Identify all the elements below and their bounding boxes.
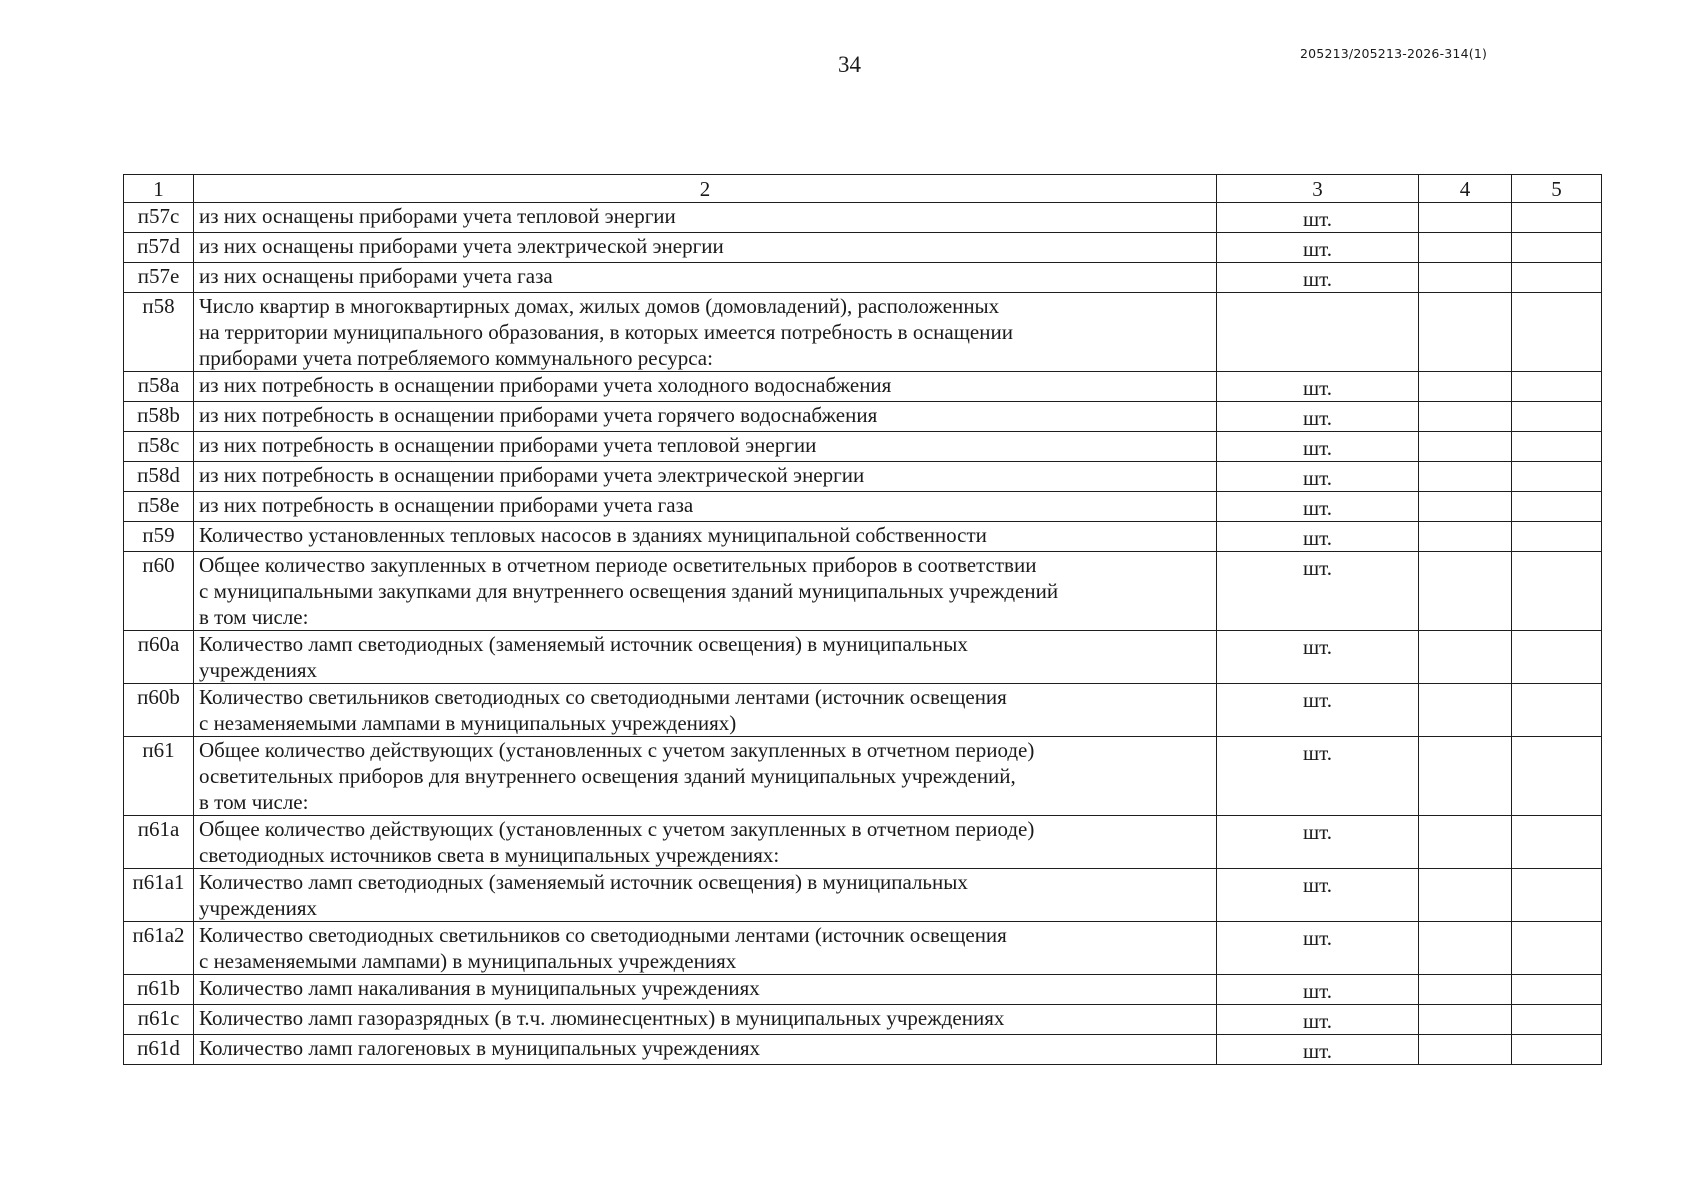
row-unit: шт. (1217, 492, 1419, 522)
row-unit: шт. (1217, 1005, 1419, 1035)
row-description-cell (194, 203, 1217, 233)
row-description-cell (194, 975, 1217, 1005)
row-description-cell (194, 522, 1217, 552)
row-code: п58b (124, 402, 194, 432)
column-header-4: 4 (1419, 175, 1512, 203)
column-number-row (124, 175, 1602, 203)
row-description: Количество светильников светодиодных со светодиодными лентами (источник освещения с незаменяемыми лампами в муниципальных учреждениях) (199, 685, 1007, 735)
row-value-col4 (1419, 203, 1512, 233)
row-code: п58 (124, 293, 194, 372)
row-value-col5 (1512, 816, 1602, 869)
row-value-col4 (1419, 462, 1512, 492)
row-unit (1217, 293, 1419, 372)
row-description: Число квартир в многоквартирных домах, жилых домов (домовладений), расположенных на территории муниципального образования, в которых имеется потребность в оснащении приборами учета потребляемого коммунального ресурса: (199, 294, 1013, 370)
row-value-col5 (1512, 432, 1602, 462)
row-value-col4 (1419, 737, 1512, 816)
row-unit: шт. (1217, 402, 1419, 432)
row-value-col4 (1419, 631, 1512, 684)
row-code: п60b (124, 684, 194, 737)
row-description-cell (194, 233, 1217, 263)
row-description-cell (194, 631, 1217, 684)
row-code: п58е (124, 492, 194, 522)
row-code: п58d (124, 462, 194, 492)
row-description: Общее количество закупленных в отчетном периоде осветительных приборов в соответствии с муниципальными закупками для внутреннего освещения зданий муниципальных учреждений в том числе: (199, 553, 1059, 629)
row-code: п59 (124, 522, 194, 552)
table-body (124, 203, 1602, 1065)
row-description: из них потребность в оснащении приборами учета газа (199, 493, 694, 517)
table-row (124, 869, 1602, 922)
row-value-col4 (1419, 233, 1512, 263)
row-description: Общее количество действующих (установленных с учетом закупленных в отчетном периоде) осветительных приборов для внутреннего освещения зданий муниципальных учреждений, в том числе: (199, 738, 1035, 814)
row-unit: шт. (1217, 552, 1419, 631)
row-code: п61а2 (124, 922, 194, 975)
row-value-col5 (1512, 492, 1602, 522)
row-unit: шт. (1217, 203, 1419, 233)
row-value-col5 (1512, 1035, 1602, 1065)
row-value-col5 (1512, 1005, 1602, 1035)
table-row (124, 1005, 1602, 1035)
row-value-col4 (1419, 293, 1512, 372)
table-row (124, 975, 1602, 1005)
table-row (124, 233, 1602, 263)
row-description: из них потребность в оснащении приборами учета электрической энергии (199, 463, 865, 487)
row-value-col4 (1419, 263, 1512, 293)
row-description: Количество ламп светодиодных (заменяемый источник освещения) в муниципальных учреждениях (199, 870, 968, 920)
row-unit: шт. (1217, 1035, 1419, 1065)
row-value-col5 (1512, 975, 1602, 1005)
row-value-col4 (1419, 1035, 1512, 1065)
row-code: п61с (124, 1005, 194, 1035)
row-unit: шт. (1217, 975, 1419, 1005)
row-value-col5 (1512, 233, 1602, 263)
indicators-table (123, 174, 1602, 1065)
row-description-cell (194, 1035, 1217, 1065)
row-value-col5 (1512, 552, 1602, 631)
table-row (124, 522, 1602, 552)
table-row (124, 263, 1602, 293)
row-description-cell (194, 1005, 1217, 1035)
row-value-col4 (1419, 492, 1512, 522)
column-header-1: 1 (124, 175, 194, 203)
row-value-col4 (1419, 922, 1512, 975)
row-unit: шт. (1217, 684, 1419, 737)
column-header-3: 3 (1217, 175, 1419, 203)
row-value-col5 (1512, 263, 1602, 293)
row-description-cell (194, 402, 1217, 432)
row-value-col5 (1512, 522, 1602, 552)
row-unit: шт. (1217, 922, 1419, 975)
row-value-col4 (1419, 975, 1512, 1005)
row-description-cell (194, 684, 1217, 737)
row-code: п57с (124, 203, 194, 233)
row-code: п61а1 (124, 869, 194, 922)
row-unit: шт. (1217, 372, 1419, 402)
row-value-col4 (1419, 432, 1512, 462)
table-row (124, 402, 1602, 432)
row-code: п61d (124, 1035, 194, 1065)
row-value-col5 (1512, 203, 1602, 233)
table-row (124, 816, 1602, 869)
row-value-col5 (1512, 402, 1602, 432)
row-description-cell (194, 263, 1217, 293)
row-unit: шт. (1217, 462, 1419, 492)
row-description-cell (194, 462, 1217, 492)
table-row (124, 922, 1602, 975)
row-description: Количество ламп светодиодных (заменяемый источник освещения) в муниципальных учреждениях (199, 632, 968, 682)
row-value-col4 (1419, 1005, 1512, 1035)
table-row (124, 631, 1602, 684)
row-value-col4 (1419, 402, 1512, 432)
column-header-2: 2 (194, 175, 1217, 203)
row-description-cell (194, 372, 1217, 402)
row-description: Количество светодиодных светильников со светодиодными лентами (источник освещения с незаменяемыми лампами) в муниципальных учреждениях (199, 923, 1007, 973)
row-description: Количество установленных тепловых насосов в зданиях муниципальной собственности (199, 523, 987, 547)
row-value-col4 (1419, 816, 1512, 869)
row-code: п60а (124, 631, 194, 684)
row-description: из них оснащены приборами учета электрической энергии (199, 234, 724, 258)
row-description: из них потребность в оснащении приборами учета тепловой энергии (199, 433, 817, 457)
table-row (124, 293, 1602, 372)
row-unit: шт. (1217, 737, 1419, 816)
row-unit: шт. (1217, 522, 1419, 552)
row-unit: шт. (1217, 631, 1419, 684)
row-code: п61а (124, 816, 194, 869)
row-value-col4 (1419, 869, 1512, 922)
table-row (124, 1035, 1602, 1065)
row-description: Количество ламп галогеновых в муниципальных учреждениях (199, 1036, 761, 1060)
document-code: 205213/205213-2026-314(1) (1300, 46, 1488, 61)
row-description-cell (194, 492, 1217, 522)
table-row (124, 372, 1602, 402)
row-unit: шт. (1217, 816, 1419, 869)
row-value-col5 (1512, 631, 1602, 684)
row-value-col5 (1512, 737, 1602, 816)
row-unit: шт. (1217, 432, 1419, 462)
row-description-cell (194, 432, 1217, 462)
row-code: п58с (124, 432, 194, 462)
row-value-col5 (1512, 922, 1602, 975)
row-description-cell (194, 816, 1217, 869)
table-row (124, 552, 1602, 631)
table-row (124, 684, 1602, 737)
row-description: из них оснащены приборами учета газа (199, 264, 553, 288)
table-row (124, 462, 1602, 492)
row-value-col4 (1419, 372, 1512, 402)
page-number: 34 (838, 52, 861, 77)
row-code: п61b (124, 975, 194, 1005)
row-value-col5 (1512, 372, 1602, 402)
row-description: из них потребность в оснащении приборами учета холодного водоснабжения (199, 373, 892, 397)
row-value-col5 (1512, 293, 1602, 372)
row-description: из них оснащены приборами учета тепловой энергии (199, 204, 676, 228)
row-description: Количество ламп газоразрядных (в т.ч. люминесцентных) в муниципальных учреждениях (199, 1006, 1005, 1030)
table-row (124, 492, 1602, 522)
row-description: из них потребность в оснащении приборами учета горячего водоснабжения (199, 403, 878, 427)
row-description: Общее количество действующих (установленных с учетом закупленных в отчетном периоде) светодиодных источников света в муниципальных учреждениях: (199, 817, 1035, 867)
row-description-cell (194, 737, 1217, 816)
row-description-cell (194, 552, 1217, 631)
row-value-col4 (1419, 552, 1512, 631)
row-code: п61 (124, 737, 194, 816)
row-description-cell (194, 869, 1217, 922)
row-unit: шт. (1217, 869, 1419, 922)
row-value-col5 (1512, 462, 1602, 492)
row-value-col5 (1512, 869, 1602, 922)
row-unit: шт. (1217, 263, 1419, 293)
column-header-5: 5 (1512, 175, 1602, 203)
row-value-col5 (1512, 684, 1602, 737)
table-row (124, 432, 1602, 462)
row-code: п57е (124, 263, 194, 293)
row-code: п57d (124, 233, 194, 263)
row-value-col4 (1419, 684, 1512, 737)
row-description: Количество ламп накаливания в муниципальных учреждениях (199, 976, 760, 1000)
row-description-cell (194, 293, 1217, 372)
row-code: п60 (124, 552, 194, 631)
row-description-cell (194, 922, 1217, 975)
table-row (124, 203, 1602, 233)
table-row (124, 737, 1602, 816)
row-code: п58а (124, 372, 194, 402)
row-unit: шт. (1217, 233, 1419, 263)
row-value-col4 (1419, 522, 1512, 552)
